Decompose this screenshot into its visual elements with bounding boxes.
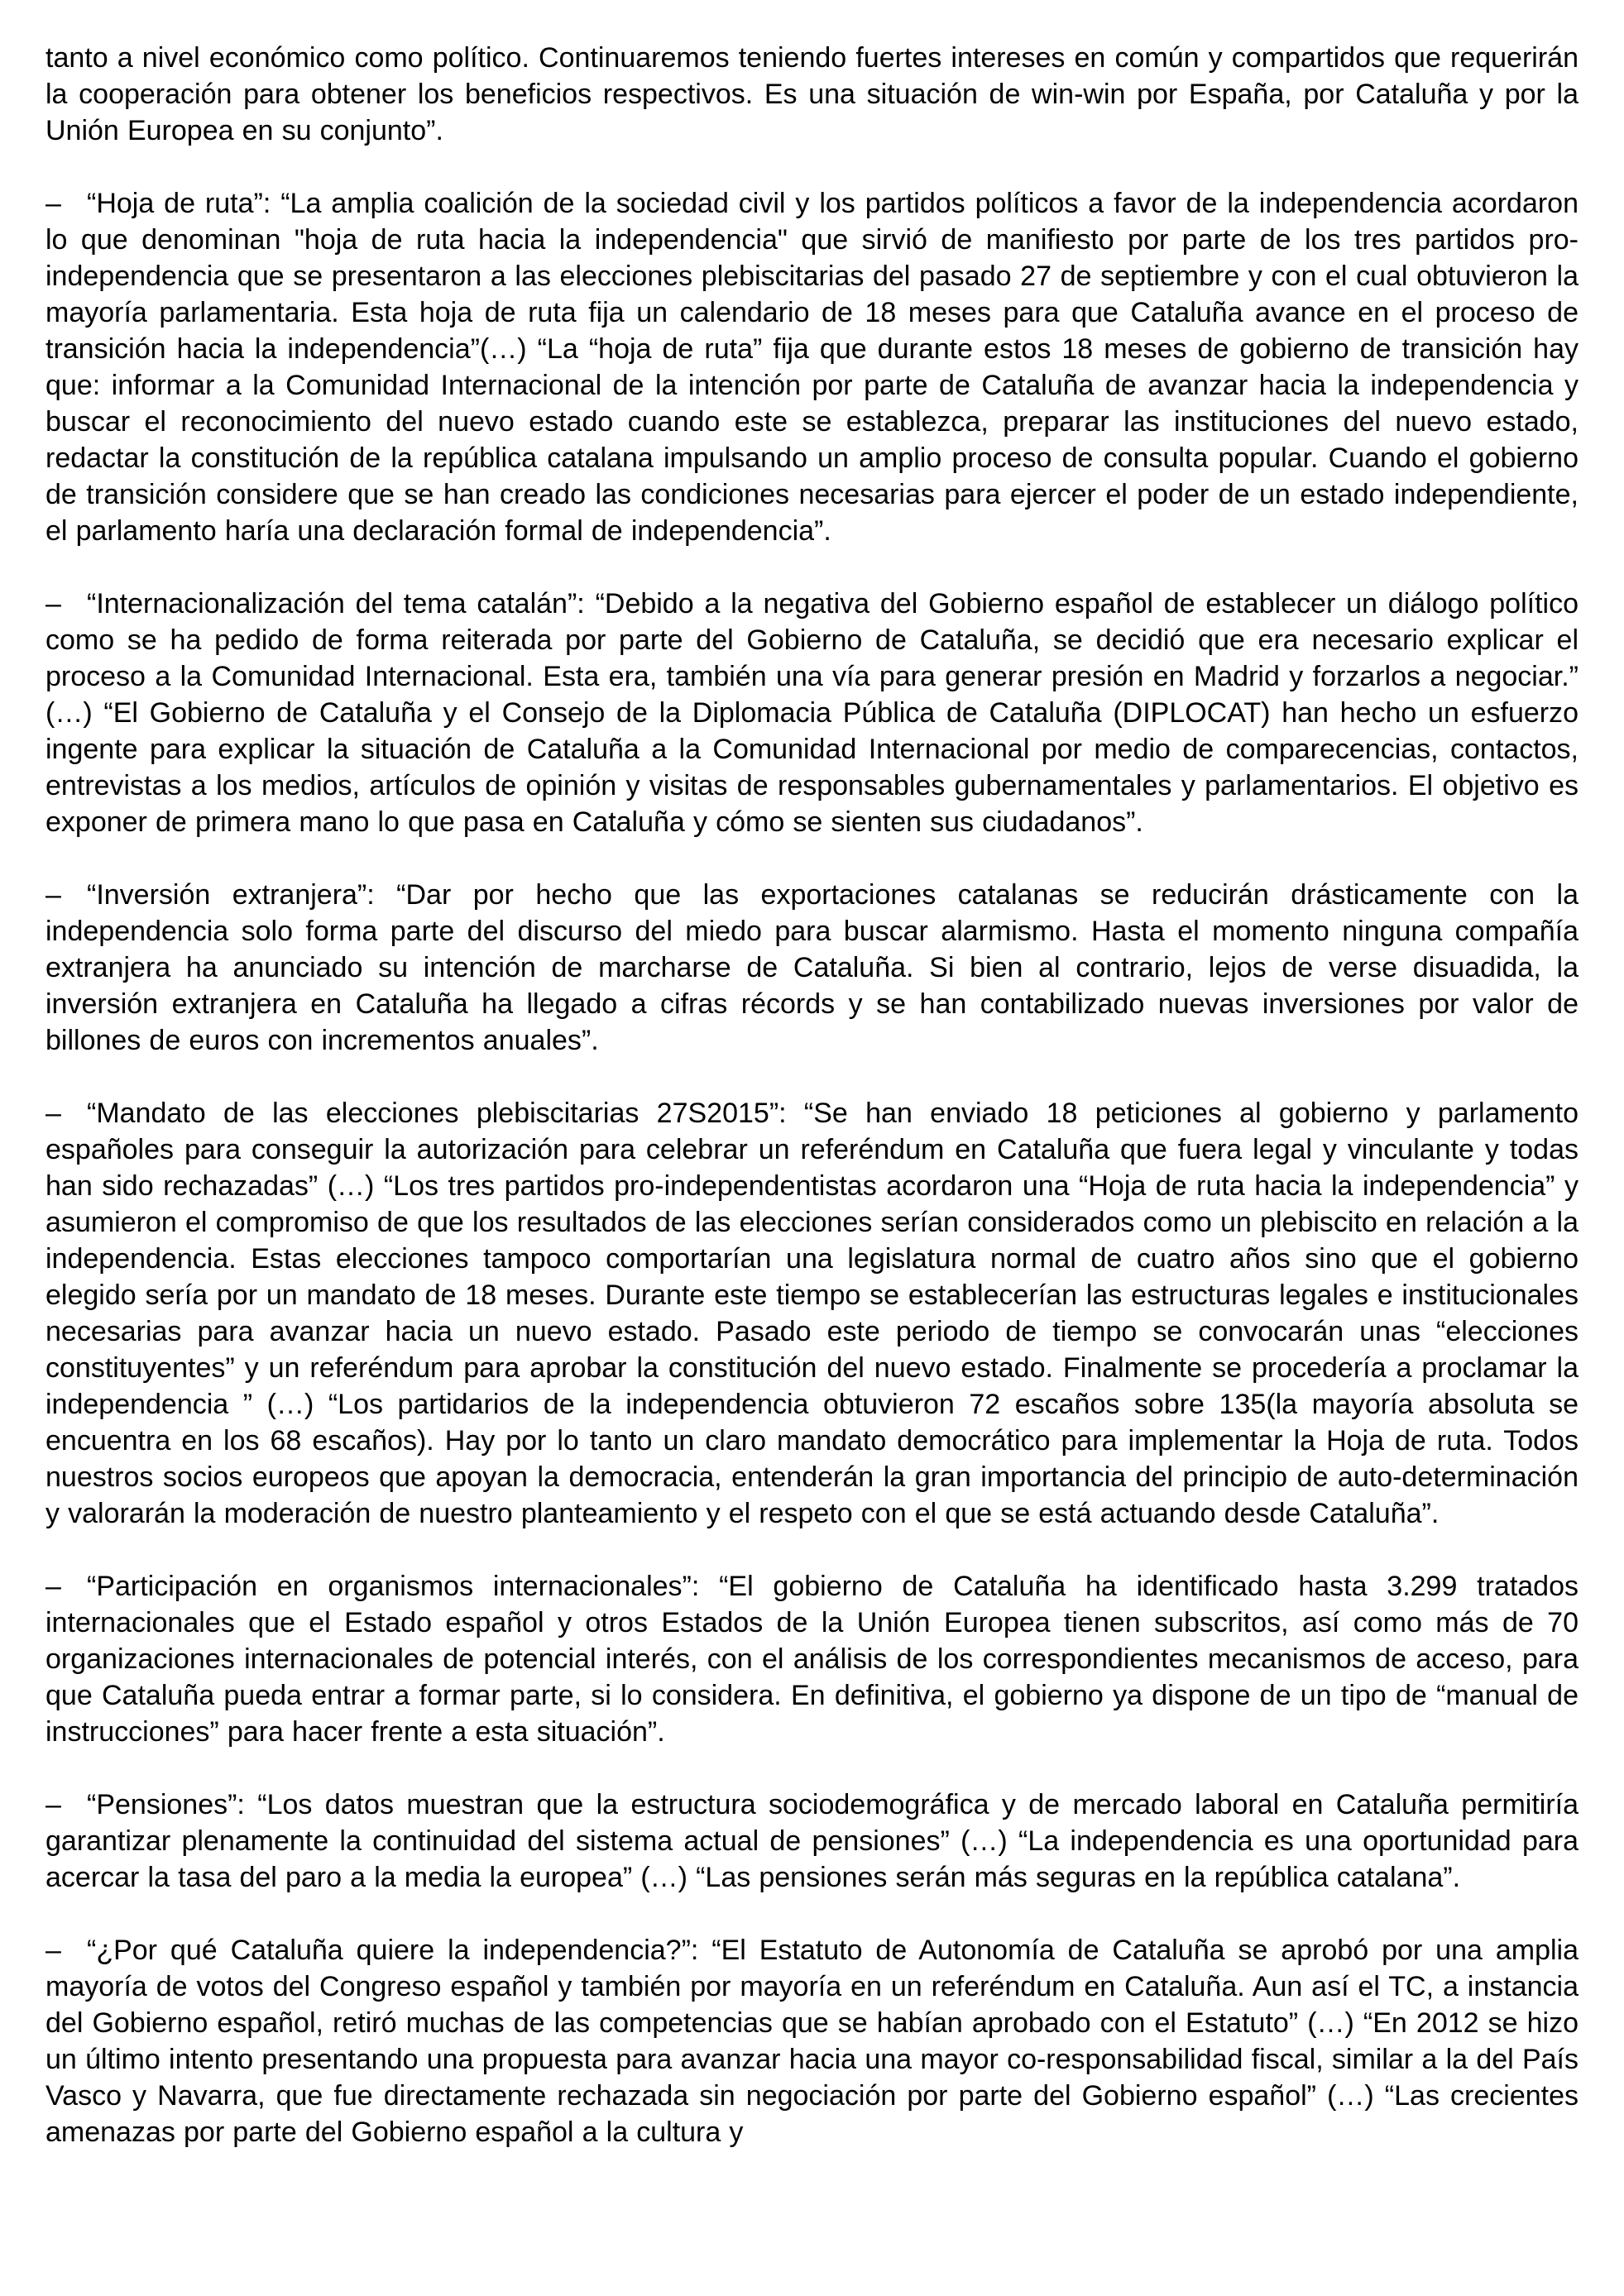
dash-bullet: – xyxy=(46,1935,61,1966)
dash-bullet: – xyxy=(46,879,61,911)
list-item-text: “¿Por qué Cataluña quiere la independencia?”: “El Estatuto de Autonomía de Cataluña se aprobó por una amplia mayoría de votos del Congreso español y también por mayoría en un referéndum en Cataluña. Aun así el TC, a instancia del Gobierno español, retiró muchas de las competencias que se habían aprobado con el Estatuto” (…) “En 2012 se hizo un último intento presentando una propuesta para avanzar hacia una mayor co-responsabilidad fiscal, similar a la del País Vasco y Navarra, que fue directamente rechazada sin negociación por parte del Gobierno español” (…) “Las crecientes amenazas por parte del Gobierno español a la cultura y xyxy=(46,1935,1578,2148)
list-item-por-que-independencia xyxy=(46,1932,1578,2150)
list-item-text: “Mandato de las elecciones plebiscitarias 27S2015”: “Se han enviado 18 peticiones al gobierno y parlamento españoles para conseguir la autorización para celebrar un referéndum en Cataluña que fuera legal y vinculante y todas han sido rechazadas” (…) “Los tres partidos pro-independentistas acordaron una “Hoja de ruta hacia la independencia” y asumieron el compromiso de que los resultados de las elecciones serían considerados como un plebiscito en relación a la independencia. Estas elecciones tampoco comportarían una legislatura normal de cuatro años sino que el gobierno elegido sería por un mandato de 18 meses. Durante este tiempo se establecerían las estructuras legales e institucionales necesarias para avanzar hacia un nuevo estado. Pasado este periodo de tiempo se convocarán unas “elecciones constituyentes” y un referéndum para aprobar la constitución del nuevo estado. Finalmente se procedería a proclamar la independencia ” (…) “Los partidarios de la independencia obtuvieron 72 escaños sobre 135(la mayoría absoluta se encuentra en los 68 escaños). Hay por lo tanto un claro mandato democrático para implementar la Hoja de ruta. Todos nuestros socios europeos que apoyan la democracia, entenderán la gran importancia del principio de auto-determinación y valorarán la moderación de nuestro planteamiento y el respeto con el que se está actuando desde Cataluña”. xyxy=(46,1098,1578,1529)
list-item-text: “Internacionalización del tema catalán”: “Debido a la negativa del Gobierno español de establecer un diálogo político como se ha pedido de forma reiterada por parte del Gobierno de Cataluña, se decidió que era necesario explicar el proceso a la Comunidad Internacional. Esta era, también una vía para generar presión en Madrid y forzarlos a negociar.” (…) “El Gobierno de Cataluña y el Consejo de la Diplomacia Pública de Cataluña (DIPLOCAT) han hecho un esfuerzo ingente para explicar la situación de Cataluña a la Comunidad Internacional por medio de comparecencias, contactos, entrevistas a los medios, artículos de opinión y visitas de responsables gubernamentales y parlamentarios. El objetivo es exponer de primera mano lo que pasa en Cataluña y cómo se sienten sus ciudadanos”. xyxy=(46,588,1578,838)
list-item-text: “Participación en organismos internacionales”: “El gobierno de Cataluña ha identificado hasta 3.299 tratados internacionales que el Estado español y otros Estados de la Unión Europea tienen subscritos, así como más de 70 organizaciones internacionales de potencial interés, con el análisis de los correspondientes mecanismos de acceso, para que Cataluña pueda entrar a formar parte, si lo considera. En definitiva, el gobierno ya dispone de un tipo de “manual de instrucciones” para hacer frente a esta situación”. xyxy=(46,1571,1578,1748)
list-item-text: “Inversión extranjera”: “Dar por hecho que las exportaciones catalanas se reducirán drásticamente con la independencia solo forma parte del discurso del miedo para buscar alarmismo. Hasta el momento ninguna compañía extranjera ha anunciado su intención de marcharse de Cataluña. Si bien al contrario, lejos de verse disuadida, la inversión extranjera en Cataluña ha llegado a cifras récords y se han contabilizado nuevas inversiones por valor de billones de euros con incrementos anuales”. xyxy=(46,879,1578,1056)
list-item-inversion-extranjera xyxy=(46,877,1578,1059)
dash-bullet: – xyxy=(46,188,61,219)
list-item-text: “Hoja de ruta”: “La amplia coalición de la sociedad civil y los partidos políticos a favor de la independencia acordaron lo que denominan "hoja de ruta hacia la independencia" que sirvió de manifiesto por parte de los tres partidos pro-independencia que se presentaron a las elecciones plebiscitarias del pasado 27 de septiembre y con el cual obtuvieron la mayoría parlamentaria. Esta hoja de ruta fija un calendario de 18 meses para que Cataluña avance en el proceso de transición hacia la independencia”(…) “La “hoja de ruta” fija que durante estos 18 meses de gobierno de transición hay que: informar a la Comunidad Internacional de la intención por parte de Cataluña de avanzar hacia la independencia y buscar el reconocimiento del nuevo estado cuando este se establezca, preparar las instituciones del nuevo estado, redactar la constitución de la república catalana impulsando un amplio proceso de consulta popular. Cuando el gobierno de transición considere que se han creado las condiciones necesarias para ejercer el poder de un estado independiente, el parlamento haría una declaración formal de independencia”. xyxy=(46,188,1578,547)
list-item-participacion-organismos xyxy=(46,1568,1578,1750)
list-item-pensiones xyxy=(46,1787,1578,1896)
list-item-hoja-de-ruta xyxy=(46,185,1578,549)
dash-bullet: – xyxy=(46,588,61,619)
dash-bullet: – xyxy=(46,1571,61,1602)
dash-bullet: – xyxy=(46,1098,61,1129)
paragraph-continuation: tanto a nivel económico como político. Continuaremos teniendo fuertes intereses en común y compartidos que requerirán la cooperación para obtener los beneficios respectivos. Es una situación de win-win por España, por Cataluña y por la Unión Europea en su conjunto”. xyxy=(46,42,1578,146)
dash-bullet: – xyxy=(46,1789,61,1820)
list-item-internacionalizacion xyxy=(46,586,1578,840)
list-item-text: “Pensiones”: “Los datos muestran que la estructura sociodemográfica y de mercado laboral en Cataluña permitiría garantizar plenamente la continuidad del sistema actual de pensiones” (…) “La independencia es una oportunidad para acercar la tasa del paro a la media la europea” (…) “Las pensiones serán más seguras en la república catalana”. xyxy=(46,1789,1578,1893)
list-item-mandato-27s2015 xyxy=(46,1095,1578,1532)
